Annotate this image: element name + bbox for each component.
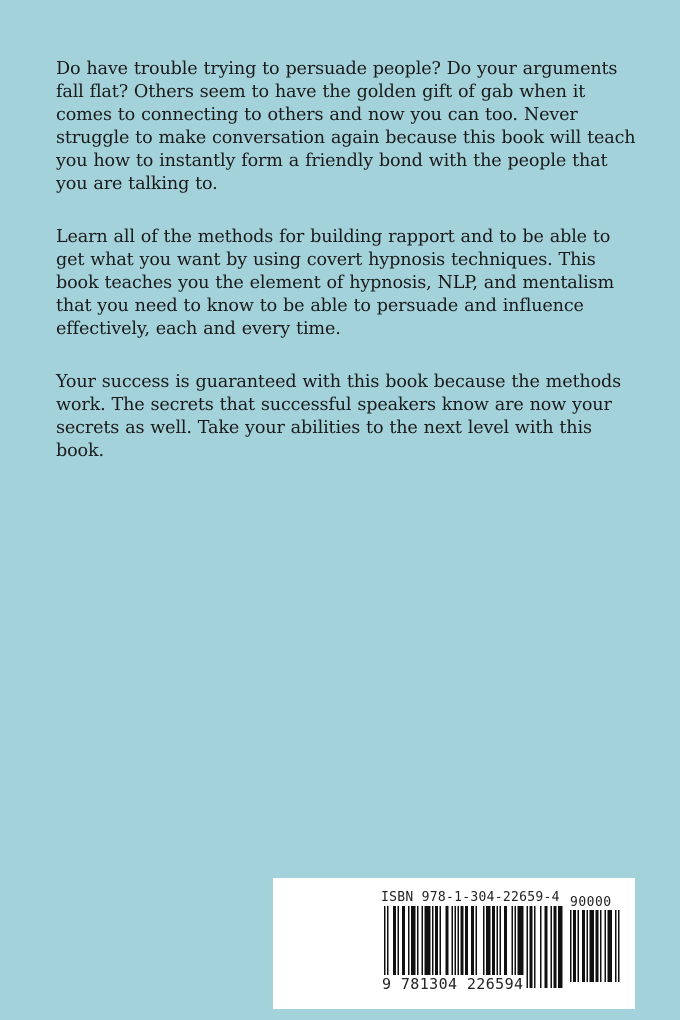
barcode-bar xyxy=(554,906,557,988)
addon-bar xyxy=(615,910,617,982)
addon-bar xyxy=(573,910,576,982)
blurb-paragraph-3: Your success is guaranteed with this book because the methods work. The secrets that successful speakers know are now your secrets as well. Take your abilities to the next level with this book. xyxy=(56,372,621,461)
addon-bar xyxy=(605,910,607,982)
addon-barcode-bars xyxy=(570,910,626,982)
blurb-text xyxy=(56,58,636,493)
isbn-label: ISBN 978-1-304-22659-4 xyxy=(381,890,560,905)
barcode-bar xyxy=(545,906,548,988)
addon-bar xyxy=(608,910,613,982)
addon-bar xyxy=(596,910,599,982)
barcode-bar xyxy=(534,906,536,988)
addon-bar xyxy=(600,910,602,982)
barcode-number: 9 781304 226594 xyxy=(382,975,524,993)
addon-bar xyxy=(587,910,589,982)
addon-bar xyxy=(618,910,620,982)
addon-bar xyxy=(582,910,585,982)
barcode-bar xyxy=(551,906,553,988)
blurb-paragraph-1: Do have trouble trying to persuade people? Do your arguments fall flat? Others seem to have the golden gift of gab when it comes to connecting to others and now you can too. Never struggle to make conversation again because this book will teach you how to instantly form a friendly bond with the people that you are talking to. xyxy=(56,59,636,194)
barcode-bar xyxy=(558,906,563,988)
addon-bar xyxy=(590,910,595,982)
barcode-bar xyxy=(527,906,529,988)
addon-label: 90000 xyxy=(570,895,612,910)
barcode-bar xyxy=(540,906,542,988)
barcode-bar xyxy=(530,906,533,988)
blurb-paragraph-2: Learn all of the methods for building rapport and to be able to get what you want by using covert hypnosis techniques. This book teaches you the element of hypnosis, NLP, and mentalism that you need to know to be able to persuade and influence effectively, each and every time. xyxy=(56,227,614,339)
addon-bar xyxy=(578,910,580,982)
addon-bar xyxy=(570,910,572,982)
